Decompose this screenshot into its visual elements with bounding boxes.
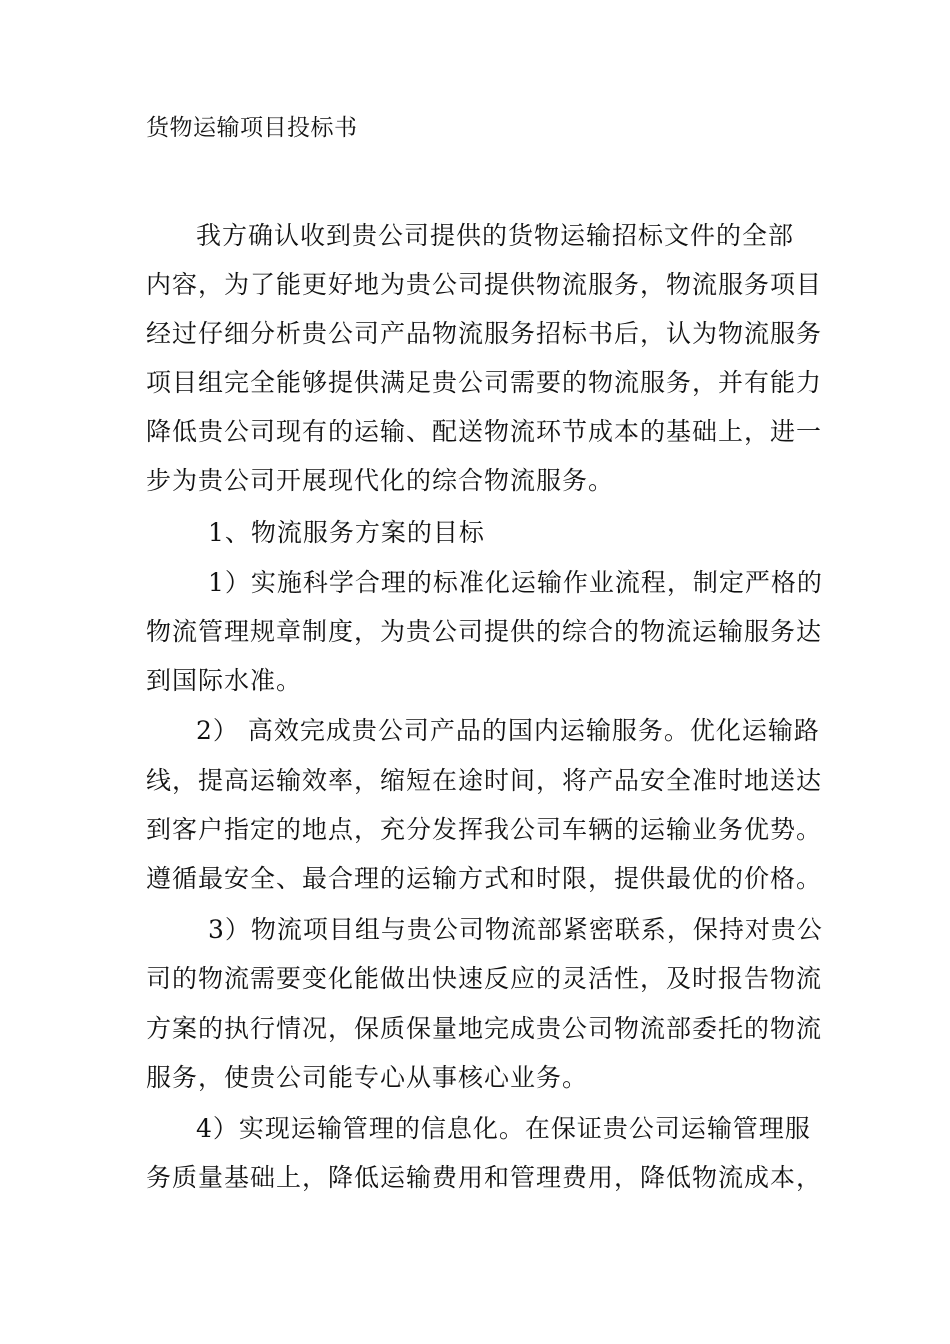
item-4-line-2: 务质量基础上，降低运输费用和管理费用，降低物流成本， [146,1163,823,1192]
item-1-line-1: 1）实施科学合理的标准化运输作业流程，制定严格的 [208,568,823,597]
paragraph-1-line-4: 项目组完全能够提供满足贵公司需要的物流服务，并有能力 [146,368,823,397]
item-1-line-3: 到国际水准。 [146,666,303,695]
paragraph-1-line-5: 降低贵公司现有的运输、配送物流环节成本的基础上，进一 [146,417,823,446]
item-2-line-1: 2） 高效完成贵公司产品的国内运输服务。优化运输路 [196,716,820,745]
item-3-line-1: 3）物流项目组与贵公司物流部紧密联系，保持对贵公 [208,915,823,944]
section-heading: 1、物流服务方案的目标 [208,518,485,547]
item-1-line-2: 物流管理规章制度，为贵公司提供的综合的物流运输服务达 [146,617,823,646]
document-title: 货物运输项目投标书 [146,115,358,141]
item-2-line-2: 线，提高运输效率，缩短在途时间，将产品安全准时地送达 [146,766,823,795]
item-3-line-4: 服务，使贵公司能专心从事核心业务。 [146,1063,589,1092]
paragraph-1-line-2: 内容，为了能更好地为贵公司提供物流服务，物流服务项目 [146,270,823,299]
item-3-line-3: 方案的执行情况，保质保量地完成贵公司物流部委托的物流 [146,1014,823,1043]
item-3-line-2: 司的物流需要变化能做出快速反应的灵活性，及时报告物流 [146,964,823,993]
item-2-line-3: 到客户指定的地点，充分发挥我公司车辆的运输业务优势。 [146,815,823,844]
paragraph-1-line-6: 步为贵公司开展现代化的综合物流服务。 [146,466,615,495]
paragraph-1-line-1: 我方确认收到贵公司提供的货物运输招标文件的全部 [196,221,795,250]
item-2-line-4: 遵循最安全、最合理的运输方式和时限，提供最优的价格。 [146,864,823,893]
item-4-line-1: 4）实现运输管理的信息化。在保证贵公司运输管理服 [196,1114,811,1143]
paragraph-1-line-3: 经过仔细分析贵公司产品物流服务招标书后，认为物流服务 [146,319,823,348]
